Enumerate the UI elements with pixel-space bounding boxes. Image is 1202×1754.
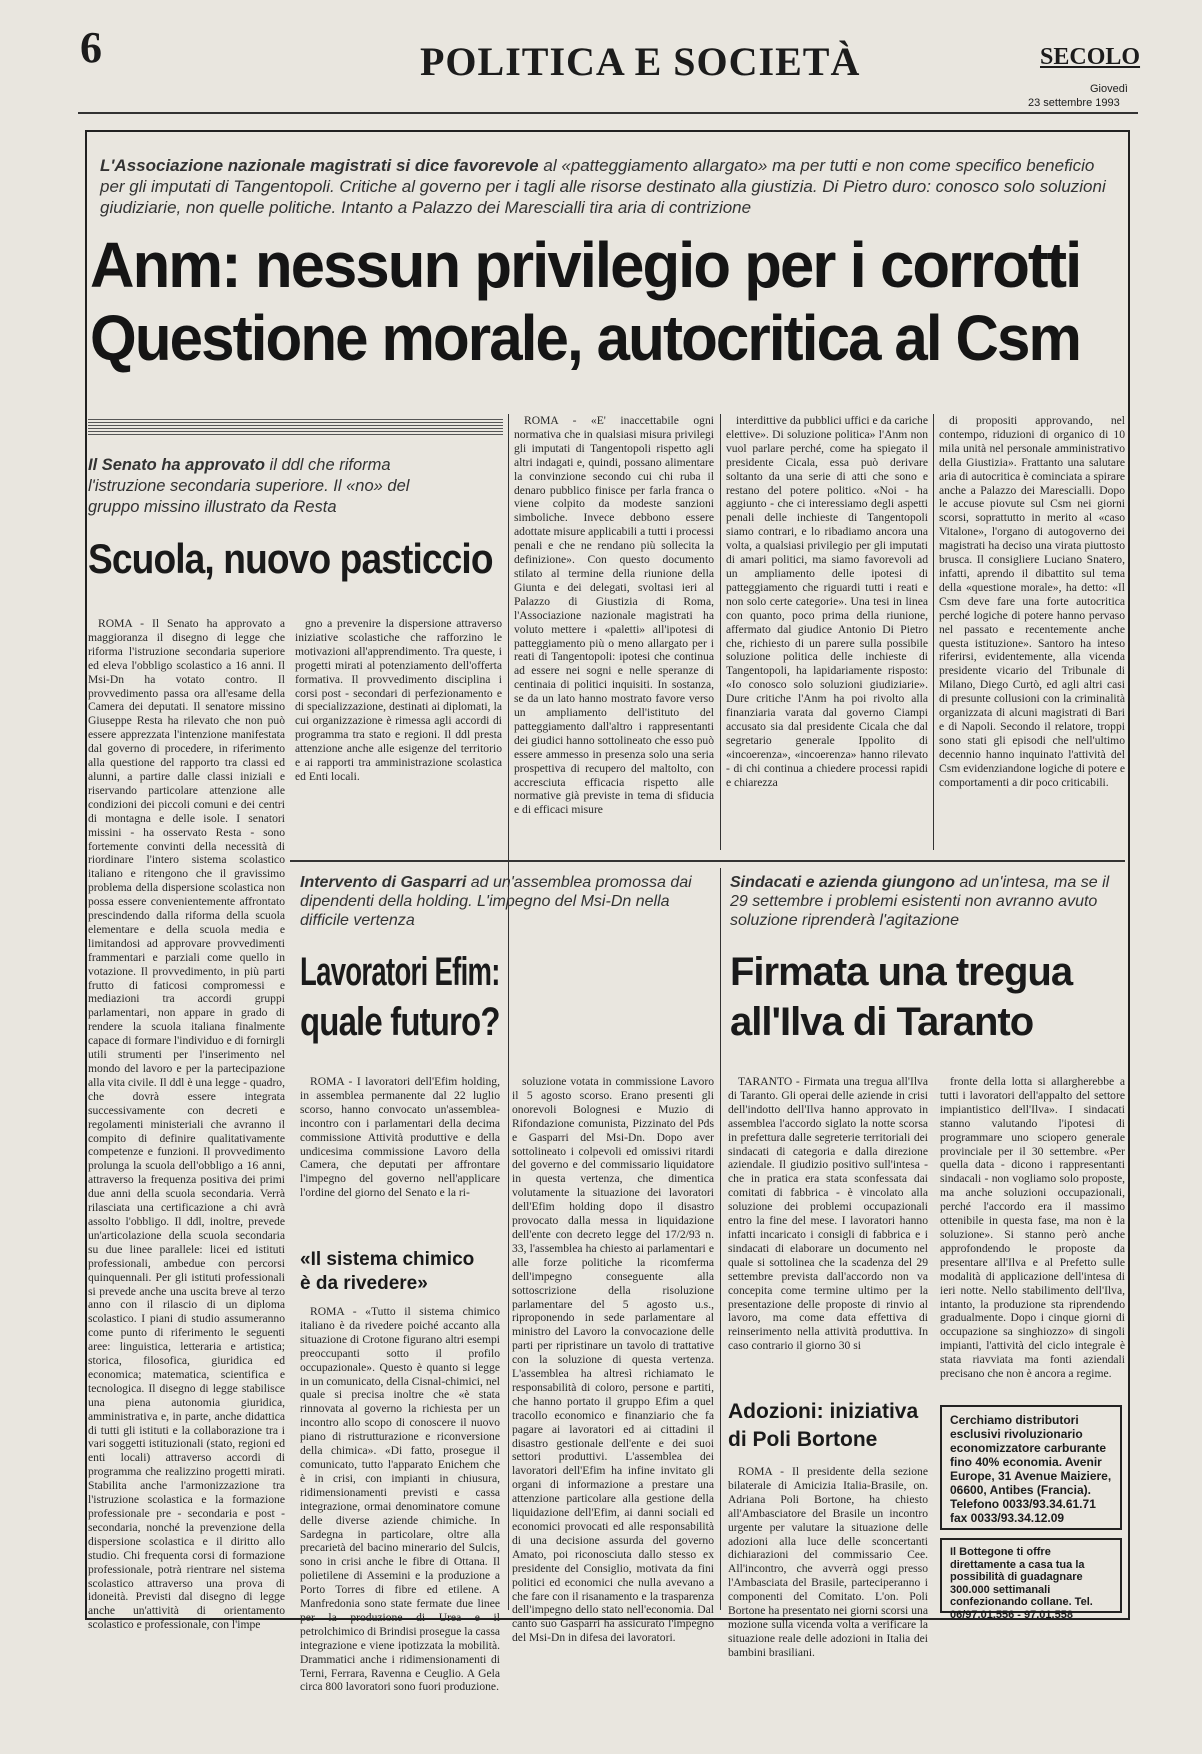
main-text-2: interdittive da pubblici uffici e da cariche elettive». Di soluzione politica» l'Anm non vuol parlare perché, come ha spiegato il presidente Cicala, essa può derivare soltanto da una serie di atti che sono e restano del potere politico. «Noi - ha aggiunto - che ci interessiamo degli aspetti penali delle inchieste di Tangentopoli siamo contrari, e lo ribadiamo ancora una volta, a qualsiasi privilegio per gli imputati di amari politici, ma siamo favorevoli ad un ampliamento delle ipotesi di patteggiamento che riguardi tutti i reati e non solo certe categorie». Una tesi in linea con quanto, poco prima della riunione, affermato dal giudice Antonio Di Pietro che, richiesto di un parere sulla possibile soluzione politica delle inchieste di Tangentopoli, ha lapidariamente risposto: «Io conosco solo soluzioni giudiziarie». Dure critiche l'Anm ha poi rivolto alla finanziaria varata dal governo Ciampi accusato sia dal presidente Cicala che dal segretario generale Ippolito di «incoerenza», «incoerenza» hanno rilevato - di chi continua a chiedere processi rapidi e chiarezza <box>726 414 928 789</box>
main-kicker <box>100 155 1110 218</box>
ilva-kicker <box>730 873 1120 930</box>
ad-fuel-text: Cerchiamo distributori esclusivi rivoluzionario economizzatore carburante fino 40% economia. Avenir Europe, 31 Avenue Maiziere, 06600, Antibes (Francia). Telefono 0033/93.34.61.71 fax 0033/93.34.12.09 <box>950 1413 1112 1525</box>
poli-column <box>728 1465 928 1659</box>
main-column-1 <box>514 414 714 854</box>
efim-headline-2: quale futuro? <box>300 1000 500 1044</box>
newspaper-brand: SECOLO <box>1040 44 1141 70</box>
chimica-column <box>300 1305 500 1694</box>
column-divider <box>508 414 509 1610</box>
main-column-3 <box>939 414 1125 854</box>
scuola-kicker-text: il ddl che riforma l'istruzione secondaria superiore. Il «no» del gruppo missino illustrato da Resta <box>88 456 410 516</box>
poli-headline-2: di Poli Bortone <box>728 1428 878 1451</box>
column-divider <box>720 414 721 850</box>
efim-kicker <box>300 873 700 930</box>
efim-kicker-lead: Intervento di Gasparri <box>300 874 467 891</box>
ad-necklaces-text: Il Bottegone ti offre direttamente a casa tua la possibilità di guadagnare 300.000 settimanali confezionando collane. Tel. 06/97.01.556 - 97.01.558 <box>950 1546 1093 1621</box>
main-headline-2: Questione morale, autocritica al Csm <box>90 302 1081 374</box>
scuola-kicker <box>88 455 418 518</box>
ilva-kicker-lead: Sindacati e azienda giungono <box>730 874 955 891</box>
scuola-text-2: gno a prevenire la dispersione attraverso iniziative scolastiche che rafforzino le motivazioni all'apprendimento. Tra queste, i progetti mirati al potenziamento dell'offerta formativa. Il provvedimento disciplina i corsi post - secondari di perfezionamento e di specializzazione, destinati ai diplomati, la cui organizzazione è rimessa agli accordi di programma tra stato e regioni. Il ddl presta attenzione anche alle esigenze del territorio e ai rapporti tra amministrazione scolastica ed Enti locali. <box>295 617 502 783</box>
efim-column-1 <box>300 1075 500 1200</box>
page-number: 6 <box>80 23 102 72</box>
main-text-3: di propositi approvando, nel contempo, riduzioni di organico di 10 mila unità nel personale amministrativo della Giustizia». Frattanto una salutare aria di autocritica è cominciata a spirare anche a Palazzo dei Marescialli. Dopo le accuse piovute sul Csm nei giorni scorsi, soprattutto in merito al «caso Vitalone», l'organo di autogoverno dei magistrati ha deciso una virata piuttosto brusca. Il consigliere Luciano Snatero, infatti, aprendo il dibattito sul tema della «questione morale», ha detto: «Il Csm deve fare una forte autocritica perché logiche di potere hanno pervaso nel passato e recentemente anche questa istituzione». Santoro ha inteso riferirsi, evidentemente, alla vicenda presidente vicario del Tribunale di Milano, Diego Curtò, ed agli altri casi di presunte collusioni con la criminalità organizzata di alcuni magistrati di Bari e di Napoli. Secondo il relatore, troppi sono stati gli episodi che nell'ultimo decennio hanno inquinato l'attività del Csm evidenziandone logiche di potere e comportamenti a dir poco criticabili. <box>939 414 1125 789</box>
poli-headline-1: Adozioni: iniziativa <box>728 1400 919 1423</box>
main-column-2 <box>726 414 928 854</box>
chimica-text: ROMA - «Tutto il sistema chimico italiano è da rivedere poiché accanto alla situazione di Crotone figurano altri esempi preoccupanti sotto il profilo occupazionale». Questo è quanto si legge in un comunicato, della Cisnal-chimici, nel quale si precisa inoltre che «è stata rinnovata al governo la richiesta per un incontro allo scopo di conoscere il nuovo piano di ristrutturazione e riconversione della chimica». «Di fatto, prosegue il comunicato, tutto l'apparato Enichem che è in crisi, con impianti in chiusura, ridimensionamenti previsti e cassa integrazione, ormai denominatore comune delle diverse aziende chimiche. In Sardegna in particolare, oltre alla precarietà del bacino minerario del Sulcis, sono in crisi anche le fibre di Ottana. Il polietilene di Assemini e la produzione a Porto Torres di fibre ed etilene. A Manfredonia sono state fermate due linee per la produzione di Urea e il petrolchimico di Brindisi prosegue la cassa integrazione e viene ipotizzata la mobilità. Drammatici anche i ridimensionamenti di Terni, Ferrara, Ravenna e Ceuglio. A Gela circa 800 lavoratori sono fuori produzione. <box>300 1305 500 1694</box>
scuola-hatch <box>88 417 503 435</box>
efim-kicker-text: ad un'assemblea promossa dai dipendenti della holding. L'impegno del Msi-Dn nella difficile vertenza <box>300 874 692 929</box>
scuola-headline: Scuola, nuovo pasticcio <box>88 535 493 582</box>
masthead-rule <box>78 112 1138 114</box>
chimica-headline: «Il sistema chimico è da rivedere» <box>300 1249 475 1294</box>
ilva-column-1 <box>728 1075 928 1375</box>
ilva-column-2 <box>940 1075 1125 1381</box>
ilva-kicker-text: ad un'intesa, ma se il 29 settembre i problemi esistenti non avranno avuto soluzione riprenderà l'agitazione <box>730 874 1110 929</box>
scuola-kicker-lead: Il Senato ha approvato <box>88 456 265 474</box>
poli-text: ROMA - Il presidente della sezione bilaterale di Amicizia Italia-Brasile, on. Adriana Poli Bortone, ha chiesto all'Ambasciatore del Brasile un incontro urgente per valutare la situazione delle adozioni alla luce delle sconcertanti dichiarazioni del commissario Cee. All'incontro, che avverrà oggi presso l'Ambasciata del Brasile, parteciperanno i componenti del Comitato. L'on. Poli Bortone ha presentato nei giorni scorsi una mozione sulla vicenda volta a verificare la situazione reale delle adozioni in Italia dei bambini brasiliani. <box>728 1465 928 1659</box>
efim-text-2: soluzione votata in commissione Lavoro il 5 agosto scorso. Erano presenti gli onorevoli Bolognesi e Muzio di Rifondazione comunista, Pizzinato del Pds e Gasparri del Msi-Dn. Dopo aver sottolineato i colpevoli ed omissivi ritardi del governo e del commissario liquidatore in questa vertenza, che dimentica volutamente la situazione dei lavoratori dell'Efim holding dopo il disastro provocato dalla messa in liquidazione dell'ente con decreto legge del 17/2/93 n. 33, l'assemblea ha chiesto ai parlamentari e alle forze politiche la ricomferma dell'impegno conseguente alla sottoscrizione della risoluzione parlamentare del 5 agosto u.s., riproponendo in sede parlamentare al ministro del Lavoro la convocazione delle parti per ripristinare un tavolo di trattative con la soluzione di questa vertenza. L'assemblea ha altresì richiamato le responsabilità di coloro, persone e partiti, che hanno portato il gruppo Efim a quel tracollo economico e finanziario che fa pagare ai lavoratori ed ai cittadini il disastro gestionale dell'ente e dei suoi settori produttivi. L'assemblea dei lavoratori dell'Efim ha infine invitato gli organi di informazione a prestare una attenzione particolare alla gestione della liquidazione dell'Efim, ai danni sociali ed economici provocati ed alle responsabilità di una decisione assurda del governo Amato, poi riconosciuta dallo stesso ex presidente del Consiglio, motivata da fini politici ed economici che nulla avevano a che fare con il risanamento e la trasparenza dell'impegno dello stato nell'economia. Dal canto suo Gasparri ha assicurato l'impegno del Msi-Dn in difesa dei lavoratori. <box>512 1075 714 1645</box>
classified-ad-fuel <box>940 1405 1122 1530</box>
scuola-column-1 <box>88 617 285 1632</box>
main-kicker-lead: L'Associazione nazionale magistrati si dice favorevole <box>100 156 539 175</box>
scuola-text-1: ROMA - Il Senato ha approvato a maggioranza il disegno di legge che riforma l'istruzione secondaria superiore ed eleva l'obbligo scolastico a 16 anni. Il Msi-Dn ha votato contro. Il provvedimento passa ora all'esame della Camera dei deputati. Il senatore missino Giuseppe Resta ha rilevato che non può essere apprezzata l'intenzione manifestata dal governo di procedere, in riferimento alla questione del rapporto tra classi ed alunni, a partire dalle classi iniziali e riservando particolare attenzione alle condizioni dei piccoli comuni e dei centri di montagna e delle isole. I senatori missini - ha osservato Resta - sono fortemente convinti della necessità di riordinare l'intero sistema scolastico italiano e ritengono che il gravissimo problema della dispersione scolastica non possa essere convenientemente affrontato prescindendo dalla riforma della scuola elementare e della scuola media e limitandosi ad approvare provvedimenti frammentari e parziali come quello in votazione. Il provvedimento, in più parti frutto di faticosi compromessi e mediazioni tra accordi gruppi parlamentari, non appare in grado di rendere la scuola italiana finalmente capace di formare l'individuo e di fornirgli utili strumenti per l'inserimento nel mondo del lavoro e per la partecipazione alla vita civile. Il ddl è una legge - quadro, che dovrà essere integrata successivamente con decreti e regolamenti ministeriali che avranno il compito di definire qualitativamente competenze e funzioni. Il provvedimento prolunga la scuola dell'obbligo a 16 anni, attraverso la frequenza positiva dei primi due anni della scuola secondaria. Verrà rilasciata una certificazione a chi avrà assolto l'obbligo. Il ddl, inoltre, prevede un'articolazione della scuola secondaria su due linee parallele: licei ed istituti professionali, ambedue con percorsi quinquennali. Per gli istituti professionali si prevede anche una uscita breve al terzo anno con il rilascio di un diploma scolastico. I piani di studio assumeranno come punto di riferimento le seguenti aree: linguistica, letteraria e artistica; storica, filosofica, giuridica ed economica; matematica, scientifica e tecnologica. Il disegno di legge stabilisce una piena autonomia giuridica, amministrativa e, in parte, anche didattica di tutti gli istituti e la collaborazione tra i vari soggetti istituzionali (stato, regioni ed enti locali) attraverso accordi di programma che realizzino progetti mirati. Stabilita anche l'armonizzazione tra l'istruzione scolastica e la formazione professionale pre - secondaria e post - secondaria, nonché la prevenzione della dispersione scolastica e il diritto allo studio. Chi frequenta corsi di formazione professionale, potrà rientrare nel sistema scolastico attraverso una prova di idoneità. Previsti dal disegno di legge anche un'attività di orientamento scolastico e professionale, con l'impe <box>88 617 285 1632</box>
classified-ad-necklaces <box>940 1538 1122 1621</box>
main-text-1: ROMA - «E' inaccettabile ogni normativa che in qualsiasi misura privilegi gli imputati di Tangentopoli rispetto agli altri indagati e, quindi, possano alimentare la convinzione secondo cui chi ruba il denaro pubblico finisce per farla franca o viene colpito da modeste sanzioni simboliche. Invece debbono essere adottate misure applicabili a tutti i processi penali e che ne rendano più sollecita la definizione». Con questo documento stilato al termine della riunione della Giunta e dei delegati, svoltasi ieri al Palazzo di Giustizia di Roma, l'Associazione nazionale magistrati ha voluto mettere i «paletti» all'ipotesi di patteggiamento più o meno allargato per i reati di Tangentopoli: ipotesi che continua ad essere nei sogni e nelle speranze di centinaia di politici inquisiti. In sostanza, se da un lato hanno mostrato favore verso un ampliamento dell'istituto del patteggiamento dall'altro i rappresentanti dei giudici hanno sottolineato che esso può essere ammesso in presenza solo una seria prospettiva di recupero del maltolto, con accresciuta efficacia rispetto alle normative già previste in tema di sfiducia e di efficaci misure <box>514 414 714 817</box>
main-kicker-text: al «patteggiamento allargato» ma per tutti e non come specifico beneficio per gli imputati di Tangentopoli. Critiche al governo per i tagli alle risorse destinato alla giustizia. Di Pietro duro: conosco solo soluzioni giudiziarie, non quelle politiche. Intanto a Palazzo dei Marescialli tira aria di contrizione <box>100 156 1106 217</box>
issue-day: Giovedì <box>1090 83 1128 95</box>
efim-column-2 <box>512 1075 714 1645</box>
column-divider <box>933 414 934 850</box>
section-title: POLITICA E SOCIETÀ <box>420 39 861 84</box>
column-divider <box>720 868 721 1610</box>
issue-date: 23 settembre 1993 <box>1028 97 1120 109</box>
efim-text-1: ROMA - I lavoratori dell'Efim holding, in assemblea permanente dal 22 luglio scorso, hanno convocato un'assemblea-incontro con i parlamentari della decima commissione Attività produttive e della undicesima commissione Lavoro della Camera, che deputati per affrontare l'impegno del governo nell'applicare l'ordine del giorno del Senato e la ri- <box>300 1075 500 1200</box>
ilva-text-2: fronte della lotta si allargherebbe a tutti i lavoratori dell'appalto del settore impiantistico dell'Ilva». I sindacati stanno valutando l'ipotesi di programmare uno sciopero generale provinciale per il 30 settembre. «Per quella data - dicono i rappresentanti sindacali - non vogliamo solo proposte, ma anche soluzioni occupazionali, perché l'accordo era il massimo ottenibile in questa fase, ma non è la soluzione». Si stanno però anche approfondendo le proposte da presentare all'Ilva e al Prefetto sulle modalità di applicazione dell'intesa di ieri notte. Nello stabilimento dell'Ilva, intanto, la produzione sta riprendendo gradualmente. Dopo i cinque giorni di occupazione sa singhiozzo» di singoli impianti, l'attività del ciclo integrale è stata riavviata ma fonti aziendali precisano che non è ancora a regime. <box>940 1075 1125 1381</box>
efim-headline-1: Lavoratori Efim: <box>300 950 500 994</box>
main-headline-1: Anm: nessun privilegio per i corrotti <box>90 229 1081 301</box>
scuola-column-2 <box>295 617 502 830</box>
section-divider <box>290 860 1125 862</box>
ilva-headline-2: all'Ilva di Taranto <box>730 1000 1034 1044</box>
ilva-text-1: TARANTO - Firmata una tregua all'Ilva di Taranto. Gli operai delle aziende in crisi dell'indotto dell'Ilva hanno approvato in assemblea l'accordo siglato la notte scorsa in prefettura dalle segreterie territoriali dei sindacati di categoria e dalla direzione aziendale. Il giudizio positivo sull'intesa - che in pratica era stata sconfessata dai comitati di fabbrica - è vincolato alla soluzione dei problemi occupazionali entro la fine del mese. I lavoratori hanno infatti incaricato i consigli di fabbrica e i sindacati di elaborare un documento nel quale si sottolinea che la scadenza del 29 settembre prevista dall'accordo non va concepita come termine ultimo per la presentazione delle proposte di rinvio al lavoro, ma come data effettiva di reinserimento nella attività produttiva. In caso contrario il giorno 30 si <box>728 1075 928 1353</box>
ilva-headline-1: Firmata una tregua <box>730 950 1073 994</box>
